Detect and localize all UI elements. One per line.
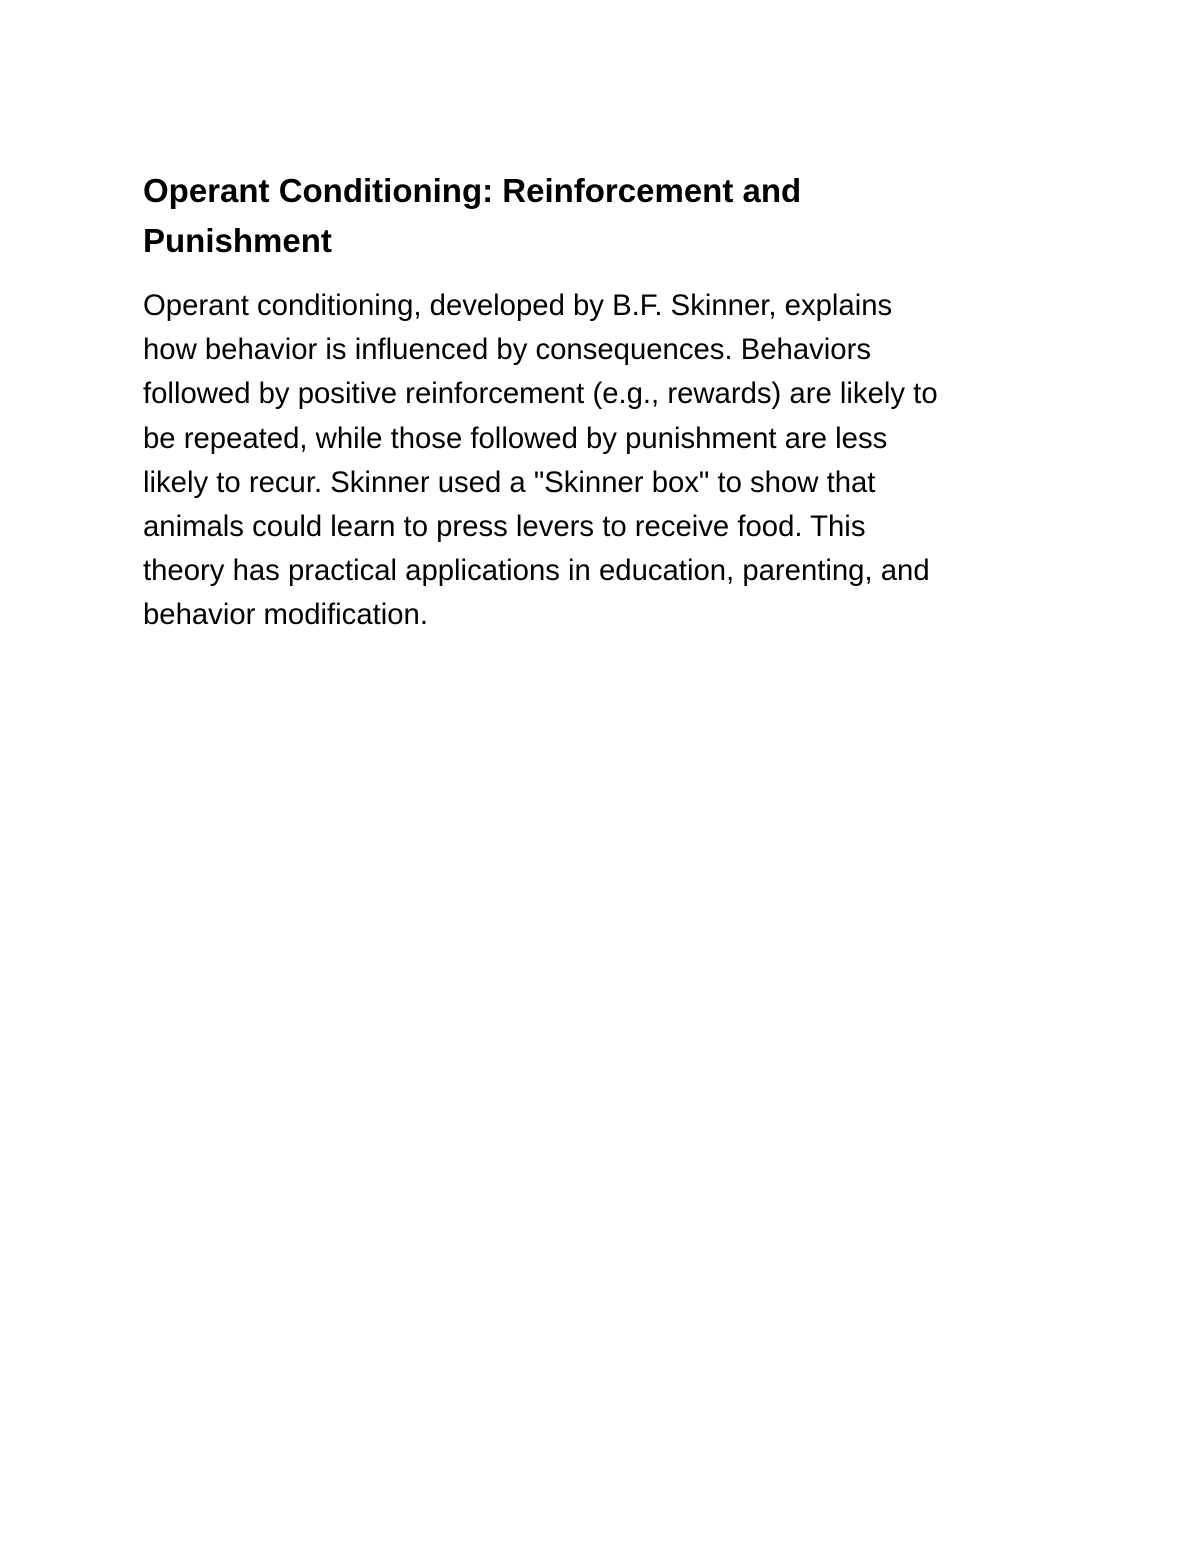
document-paragraph [143,284,1063,638]
document-title [143,166,1063,266]
paragraph-line: animals could learn to press levers to receive food. This [143,510,866,544]
paragraph-line: be repeated, while those followed by punishment are less [143,421,888,455]
title-line: Punishment [143,222,332,259]
document-content [143,166,1063,638]
paragraph-line: followed by positive reinforcement (e.g., rewards) are likely to [143,377,938,411]
title-line: Operant Conditioning: Reinforcement and [143,172,802,209]
paragraph-line: behavior modification. [143,598,428,632]
paragraph-line: theory has practical applications in education, parenting, and [143,554,930,588]
paragraph-line: likely to recur. Skinner used a "Skinner box" to show that [143,465,876,499]
paragraph-line: how behavior is influenced by consequences. Behaviors [143,333,871,367]
paragraph-line: Operant conditioning, developed by B.F. Skinner, explains [143,289,893,322]
